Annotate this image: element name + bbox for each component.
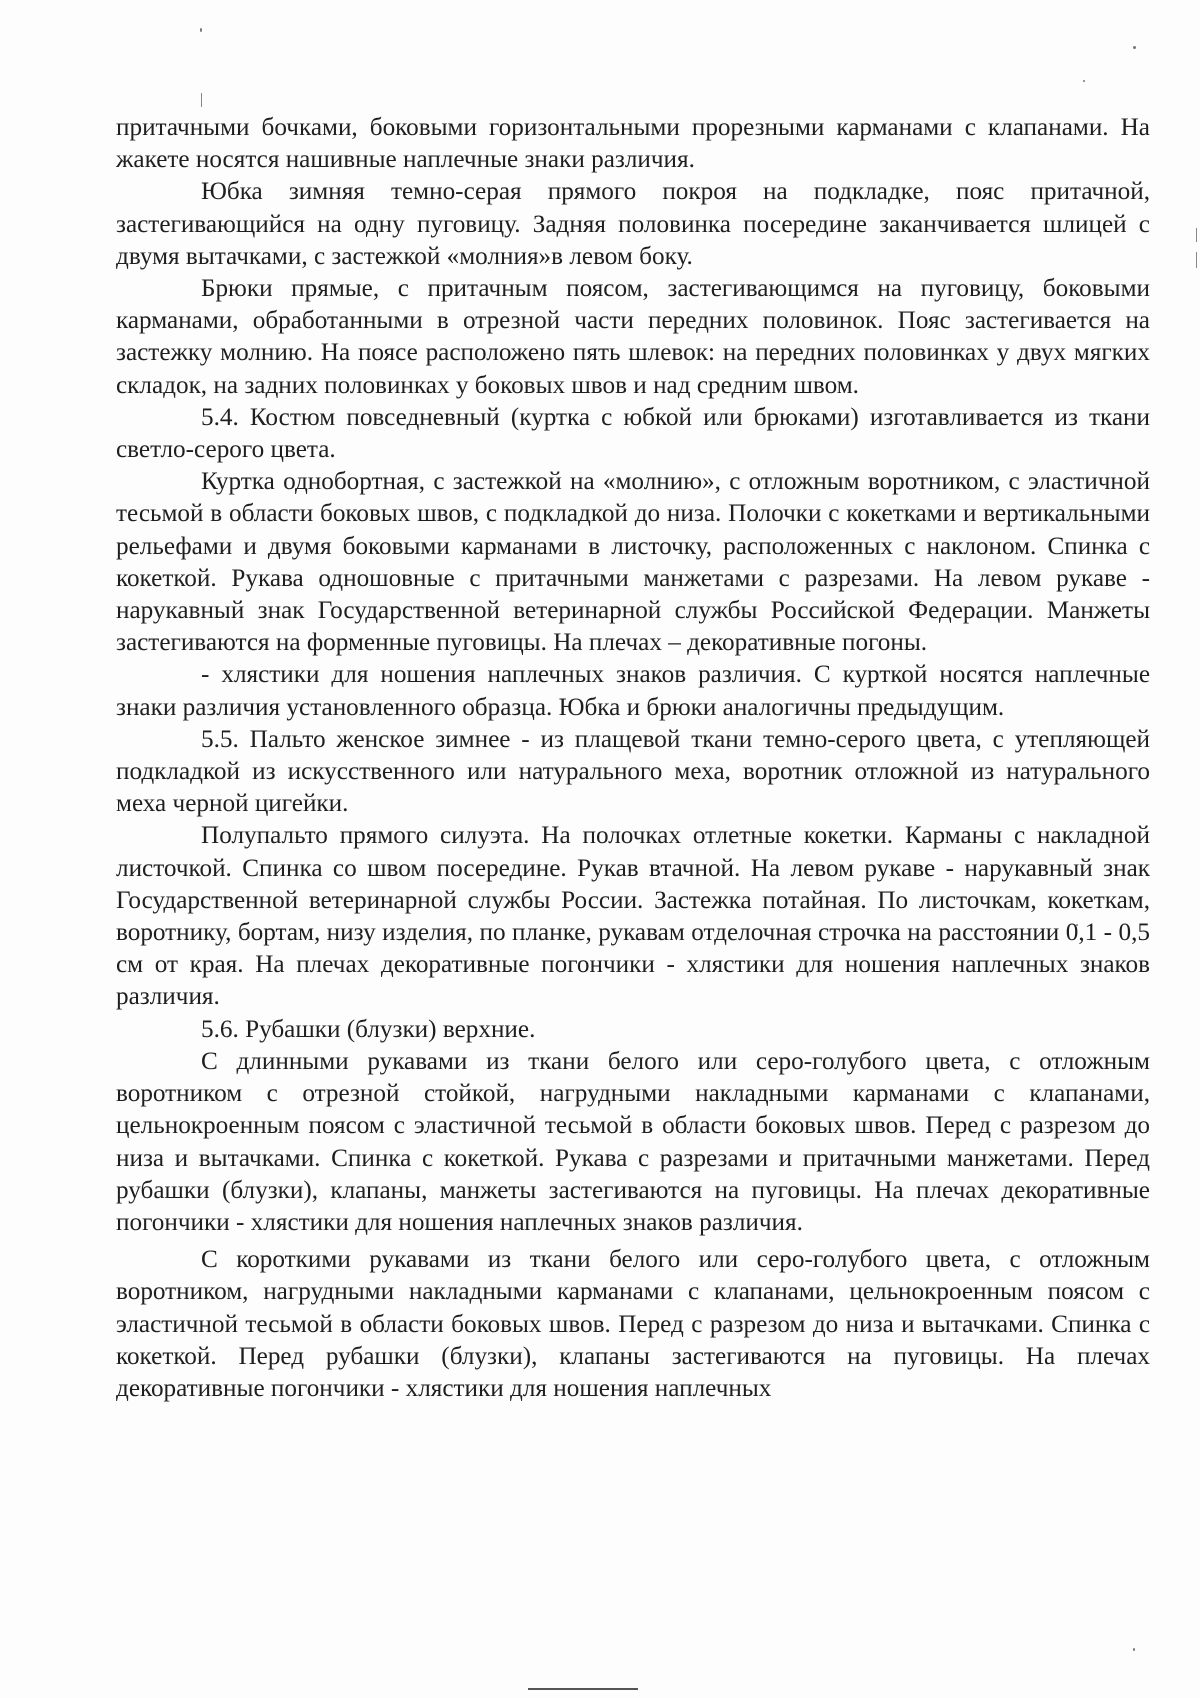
paragraph: Юбка зимняя темно-серая прямого покроя на подкладке, пояс притачной, застегивающийся на одну пуговицу. Задняя половинка посередине заканчивается шлицей с двумя вытачками, с застежкой «молния»в левом боку. <box>116 178 1150 270</box>
scan-mark <box>1196 252 1197 268</box>
scan-mark <box>201 93 202 107</box>
scan-speck <box>1133 46 1136 49</box>
section-heading: 5.4. Костюм повседневный (куртка с юбкой или брюками) изготавливается из ткани светло-серого цвета. <box>116 403 1150 464</box>
paragraph: С короткими рукавами из ткани белого или серо-голубого цвета, с отложным воротником, нагрудными накладными карманами с клапанами, цельнокроенным поясом с эластичной тесьмой в области боковых швов. Перед с разрезом до низа и вытачками. Спинка с кокеткой. Перед рубашки (блузки), клапаны застегиваются на пуговицы. На плечах декоративные погончики - хлястики для ношения наплечных <box>116 1246 1150 1402</box>
paragraph: - хлястики для ношения наплечных знаков различия. С курткой носятся наплечные знаки различия установленного образца. Юбка и брюки аналогичны предыдущим. <box>116 661 1150 721</box>
paragraph: Куртка однобортная, с застежкой на «молнию», с отложным воротником, с эластичной тесьмой в области боковых швов, с подкладкой до низа. Полочки с кокетками и вертикальными рельефами и двумя боковыми карманами в листочку, расположенных с наклоном. Спинка с кокеткой. Рукава одношовные с притачными манжетами с разрезами. На левом рукаве - нарукавный знак Государственной ветеринарной службы Российской Федерации. Манжеты застегиваются на форменные пуговицы. На плечах – декоративные погоны. <box>116 468 1150 657</box>
scan-speck <box>200 28 202 32</box>
scan-speck <box>1133 1648 1135 1651</box>
paragraph: притачными бочками, боковыми горизонтальными прорезными карманами с клапанами. На жакете носятся нашивные наплечные знаки различия. <box>116 114 1150 174</box>
paragraph: С длинными рукавами из ткани белого или серо-голубого цвета, с отложным воротником с отрезной стойкой, нагрудными накладными карманами с клапанами, цельнокроенным поясом с эластичной тесьмой в области боковых швов. Перед с разрезом до низа и вытачками. Спинка с кокеткой. Рукава с разрезами и притачными манжетами. Перед рубашки (блузки), клапаны, манжеты застегиваются на пуговицы. На плечах декоративные погончики - хлястики для ношения наплечных знаков различия. <box>116 1047 1150 1236</box>
paragraph: Полупальто прямого силуэта. На полочках отлетные кокетки. Карманы с накладной листочкой. Спинка со швом посередине. Рукав втачной. На левом рукаве - нарукавный знак Государственной ветеринарной службы России. Застежка потайная. По листочкам, кокеткам, воротнику, бортам, низу изделия, по планке, рукавам отделочная строчка на расстоянии 0,1 - 0,5 см от края. На плечах декоративные погончики - хлястики для ношения наплечных знаков различия. <box>116 822 1150 1011</box>
scan-mark <box>1196 228 1197 242</box>
scan-speck <box>1083 80 1085 82</box>
page-footer-rule <box>528 1688 638 1690</box>
paragraph: Брюки прямые, с притачным поясом, застегивающимся на пуговицу, боковыми карманами, обработанными в отрезной части передних половинок. Пояс застегивается на застежку молнию. На поясе расположено пять шлевок: на передних половинках у двух мягких складок, на задних половинках у боковых швов и над средним швом. <box>116 275 1150 399</box>
document-body <box>116 112 1150 1405</box>
section-heading: 5.6. Рубашки (блузки) верхние. <box>201 1015 536 1043</box>
section-heading: 5.5. Пальто женское зимнее - из плащевой ткани темно-серого цвета, с утепляющей подкладкой из искусственного или натурального меха, воротник отложной из натурального меха черной цигейки. <box>116 725 1150 818</box>
